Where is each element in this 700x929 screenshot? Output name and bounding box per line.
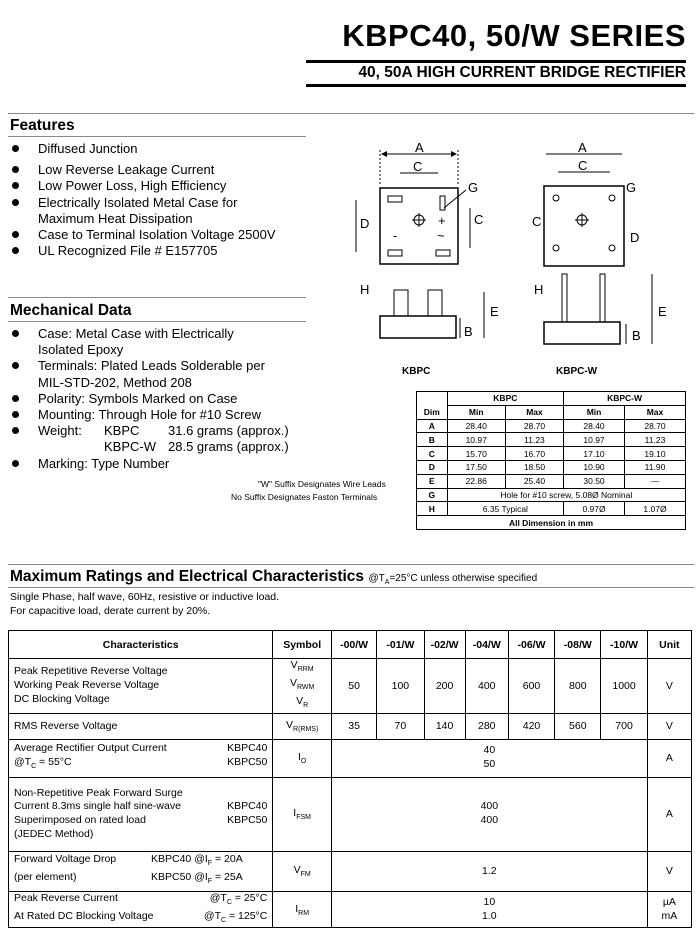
document-subtitle: 40, 50A HIGH CURRENT BRIDGE RECTIFIER: [358, 64, 686, 81]
mechanical-heading-rule: [8, 321, 306, 322]
kbpc-label: KBPC: [402, 366, 431, 377]
dim-a-label-w: A: [578, 140, 587, 155]
dim-d-label: D: [360, 216, 370, 231]
mech-item: Mounting: Through Hole for #10 Screw: [10, 407, 330, 423]
dim-b-label-w: B: [632, 328, 641, 343]
col-04w: -04/W: [465, 631, 508, 659]
dim-c-label-side: C: [474, 212, 484, 227]
col-02w: -02/W: [424, 631, 465, 659]
table-row: A 28.40 28.70 28.40 28.70: [417, 419, 686, 433]
mechanical-rule: [8, 297, 306, 298]
feature-item: Low Reverse Leakage Current: [10, 162, 310, 178]
document-title: KBPC40, 50/W SERIES: [342, 18, 686, 53]
table-row: Forward Voltage Drop KBPC40 $@I_F = 20A$ (per element) KBPC50 $@I_F = 25A$ $V_{FM}$ 1.2 V: [9, 851, 692, 891]
ratings-rule: [8, 564, 694, 565]
title-rule: [306, 60, 686, 63]
table-row: RMS Reverse Voltage $V_{R(RMS)}$ 35 70 140 280 420 560 700 V: [9, 713, 692, 739]
dim-a-label: A: [415, 140, 424, 155]
features-list: [10, 141, 310, 259]
feature-item: UL Recognized File # E157705: [10, 243, 310, 259]
col-max: Max: [505, 405, 563, 419]
suffix-note-faston: No Suffix Designates Faston Terminals: [231, 492, 378, 502]
ratings-table: [8, 630, 692, 928]
dim-h-label-w: H: [534, 282, 544, 297]
feature-item: Low Power Loss, High Efficiency: [10, 178, 310, 194]
dim-group-kbpc: KBPC: [447, 392, 563, 406]
kbpcw-side-view: [534, 274, 667, 377]
kbpcw-label: KBPC-W: [556, 366, 598, 377]
col-01w: -01/W: [377, 631, 424, 659]
mechanical-list: [10, 326, 330, 472]
dim-group-kbpcw: KBPC-W: [564, 392, 686, 406]
mech-item: MIL-STD-202, Method 208: [38, 374, 192, 390]
col-06w: -06/W: [508, 631, 554, 659]
feature-item: Electrically Isolated Metal Case for Maximum Heat Dissipation: [10, 195, 310, 227]
feature-item: Case to Terminal Isolation Voltage 2500V: [10, 227, 310, 243]
ratings-condition-2: For capacitive load, derate current by 20%.: [10, 605, 211, 617]
mech-item: Polarity: Symbols Marked on Case: [10, 391, 330, 407]
mechanical-heading: Mechanical Data: [10, 302, 132, 319]
ratings-heading: Maximum Ratings and Electrical Characteristics: [10, 568, 365, 585]
col-max: Max: [624, 405, 685, 419]
subtitle-rule: [306, 84, 686, 87]
table-row: E 22.86 25.40 30.50 —: [417, 474, 686, 488]
dim-table-footer: All Dimension in mm: [417, 516, 686, 530]
dim-h-label: H: [360, 282, 370, 297]
plus-symbol: +: [438, 213, 446, 228]
table-row: D 17.50 18.50 10.90 11.90: [417, 460, 686, 474]
ac-symbol: ~: [437, 228, 445, 243]
col-min: Min: [447, 405, 505, 419]
col-min: Min: [564, 405, 625, 419]
col-symbol: Symbol: [273, 631, 332, 659]
table-row: Average Rectifier Output Current KBPC40 $@T_C = 55^\circ C$ KBPC50 $I_O$ 40 50 A: [9, 739, 692, 777]
dim-col: Dim: [417, 405, 448, 419]
mech-item: Case: Metal Case with Electrically Isolated Epoxy: [10, 326, 330, 358]
dimension-table: [416, 391, 686, 530]
col-unit: Unit: [647, 631, 691, 659]
col-characteristics: Characteristics: [9, 631, 273, 659]
col-10w: -10/W: [601, 631, 647, 659]
table-row: Peak Repetitive Reverse Voltage Working Peak Reverse Voltage DC Blocking Voltage $V_{RRM}$ $V_{RWM}$ $V_R$ 50 100 200 400 600 800 1000 V: [9, 659, 692, 714]
ratings-heading-note: $@T_A=25^\circ C$ unless otherwise specified: [368, 573, 538, 586]
ratings-heading-row: [10, 568, 537, 586]
table-row: B 10.97 11.23 10.97 11.23: [417, 433, 686, 447]
kbpcw-top-view: [532, 140, 639, 266]
dim-e-label-w: E: [658, 304, 667, 319]
features-rule: [8, 113, 694, 114]
table-row: G Hole for #10 screw, 5.08Ø Nominal: [417, 488, 686, 502]
features-heading: Features: [10, 117, 75, 134]
mech-item: Terminals: Plated Leads Solderable per: [10, 358, 330, 374]
package-drawings: [320, 138, 690, 388]
table-row: H 6.35 Typical 0.97Ø 1.07Ø: [417, 502, 686, 516]
table-row: C 15.70 16.70 17.10 19.10: [417, 447, 686, 461]
table-row: Non-Repetitive Peak Forward Surge Current 8.3ms single half sine-wave KBPC40 Superimposed on rated load KBPC50 (JEDEC Method) $I_{FSM}$ 400 400 A: [9, 777, 692, 851]
mech-item: Marking: Type Number: [10, 456, 330, 472]
table-row: Peak Reverse Current $@T_C = 25^\circ C$ At Rated DC Blocking Voltage $@T_C = 125^\circ C$ $I_{RM}$ 10 1.0 µA mA: [9, 891, 692, 928]
feature-item: Diffused Junction: [10, 141, 310, 157]
dim-d-label-w: D: [630, 230, 640, 245]
suffix-note-w: "W" Suffix Designates Wire Leads: [258, 479, 386, 489]
col-00w: -00/W: [331, 631, 376, 659]
dim-c-label-w-side: C: [532, 214, 542, 229]
minus-symbol: -: [393, 228, 398, 243]
col-08w: -08/W: [555, 631, 601, 659]
dim-e-label: E: [490, 304, 499, 319]
dim-g-label-w: G: [626, 180, 637, 195]
dim-c-label-w: C: [578, 158, 588, 173]
kbpc-top-view: [356, 140, 483, 264]
features-heading-rule: [8, 136, 306, 137]
dim-b-label: B: [464, 324, 473, 339]
dim-g-label: G: [468, 180, 479, 195]
dim-c-label: C: [413, 159, 423, 174]
kbpc-side-view: [360, 282, 499, 377]
mech-item: Weight: KBPC 31.6 grams (approx.) KBPC-W 28.5 grams (approx.): [10, 423, 330, 455]
ratings-heading-rule: [8, 587, 694, 588]
ratings-condition-1: Single Phase, half wave, 60Hz, resistive or inductive load.: [10, 591, 280, 603]
